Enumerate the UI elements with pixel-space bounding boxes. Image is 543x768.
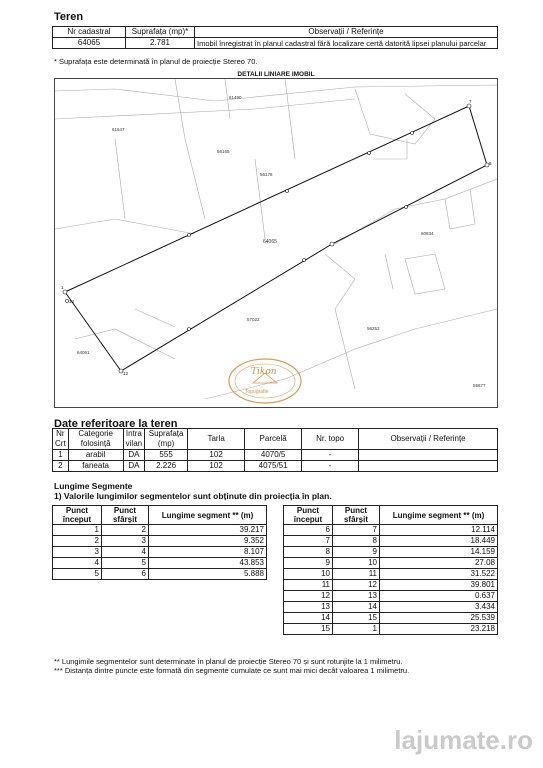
- table-row: 10 11 31.522: [284, 569, 498, 580]
- cell-suprafata: 2.781: [126, 38, 195, 49]
- neighbor-label: 56253: [367, 326, 380, 331]
- cell-nr-cadastral: 64065: [53, 38, 126, 49]
- col-observatii: Observații / Referințe: [195, 27, 498, 38]
- teren-table: [52, 26, 498, 49]
- table-row: 6 7 12.114: [284, 525, 498, 536]
- watermark: lajumate.ro: [394, 725, 533, 755]
- teren-footnote: * Suprafața este determinată în planul de proiecție Stereo 70.: [54, 57, 258, 66]
- map-drawing: [55, 79, 497, 407]
- table-row: 15 1 23.218: [284, 624, 498, 635]
- segments-title: Lungime Segmente: [54, 481, 133, 491]
- table-row: 1 2 39.217: [53, 525, 267, 536]
- section-title-date: Date referitoare la teren: [54, 418, 178, 430]
- table-row: 11 12 39.801: [284, 580, 498, 591]
- table-row: 4 5 43.853: [53, 558, 267, 569]
- neighbor-label: 61490: [229, 95, 242, 100]
- segments-subtitle: 1) Valorile lungimilor segmentelor sunt obținute din proiecția în plan.: [54, 491, 332, 501]
- neighbor-label: 55877: [473, 383, 486, 388]
- table-row: 5 6 5.888: [53, 569, 267, 580]
- point-label: 7: [469, 99, 472, 104]
- table-row: 12 13 0.637: [284, 591, 498, 602]
- point-label: 14: [69, 299, 75, 304]
- point-label: 12: [123, 371, 129, 376]
- segments-table-left: Punct început Punct sfârșit Lungime segment ** (m) 1 2 39.217 2 3 9.352 3 4 8.107 4 5 43.853 5 6 5.888: [52, 505, 267, 580]
- point-label: 1: [61, 285, 64, 290]
- neighbor-label: 56165: [217, 149, 230, 154]
- table-row: 2 3 9.352: [53, 536, 267, 547]
- table-row: 9 10 27.08: [284, 558, 498, 569]
- table-row: 3 4 8.107: [53, 547, 267, 558]
- parcel-label: 64065: [263, 239, 277, 245]
- table-row: 13 14 3.434: [284, 602, 498, 613]
- point-label: 8: [489, 161, 492, 166]
- neighbor-label: 61647: [112, 127, 125, 132]
- footnote-2: *** Distanța dintre puncte este formată din segmente cumulate ce sunt mai mici decât valoarea 1 milimetru.: [54, 666, 410, 675]
- cell-observatii: Imobil înregistrat în planul cadastral fără localizare certă datorită lipsei planului parcelar: [195, 38, 498, 49]
- company-stamp: [229, 359, 301, 403]
- footnote-1: ** Lungimile segmentelor sunt determinate în planul de proiecție Stereo 70 și sunt rotunjite la 1 milimetru.: [54, 657, 403, 666]
- table-row: 8 9 14.159: [284, 547, 498, 558]
- table-row: 7 8 18.449: [284, 536, 498, 547]
- neighbor-label: 60834: [421, 231, 434, 236]
- col-suprafata: Suprafața (mp)*: [126, 27, 195, 38]
- table-row: 14 15 25.539: [284, 613, 498, 624]
- svg-text:Topografie: Topografie: [245, 389, 269, 395]
- col-nr-cadastral: Nr cadastral: [53, 27, 126, 38]
- neighbor-label: 56178: [260, 172, 273, 177]
- section-title-teren: Teren: [54, 11, 84, 23]
- neighbor-label: 57022: [247, 317, 260, 322]
- map-title: DETALII LINIARE IMOBIL: [237, 71, 315, 78]
- table-row: 1 arabil DA 555 102 4070/5 -: [53, 450, 498, 461]
- table-row: 2 faneata DA 2.226 102 4075/51 -: [53, 461, 498, 472]
- svg-text:Tikon: Tikon: [251, 367, 277, 377]
- parcel-map: [54, 71, 498, 408]
- segments-table-right: Punct început Punct sfârșit Lungime segment ** (m) 6 7 12.114 7 8 18.449 8 9 14.159 9 10 27.08 10 11 31.522 11 12 39.801 12 13 0.637 13 14 3.434 14 15 25.539 15 1 23.218: [283, 505, 498, 635]
- date-ref-table: Nr Crt Categorie folosință Intra vilan Suprafața (mp) Tarla Parcelă Nr. topo Observații / Referințe 1 arabil DA 555 102 4070/5 - 2 faneata DA 2.226 102 4075/51 -: [52, 428, 498, 472]
- neighbor-label: 64061: [77, 350, 90, 355]
